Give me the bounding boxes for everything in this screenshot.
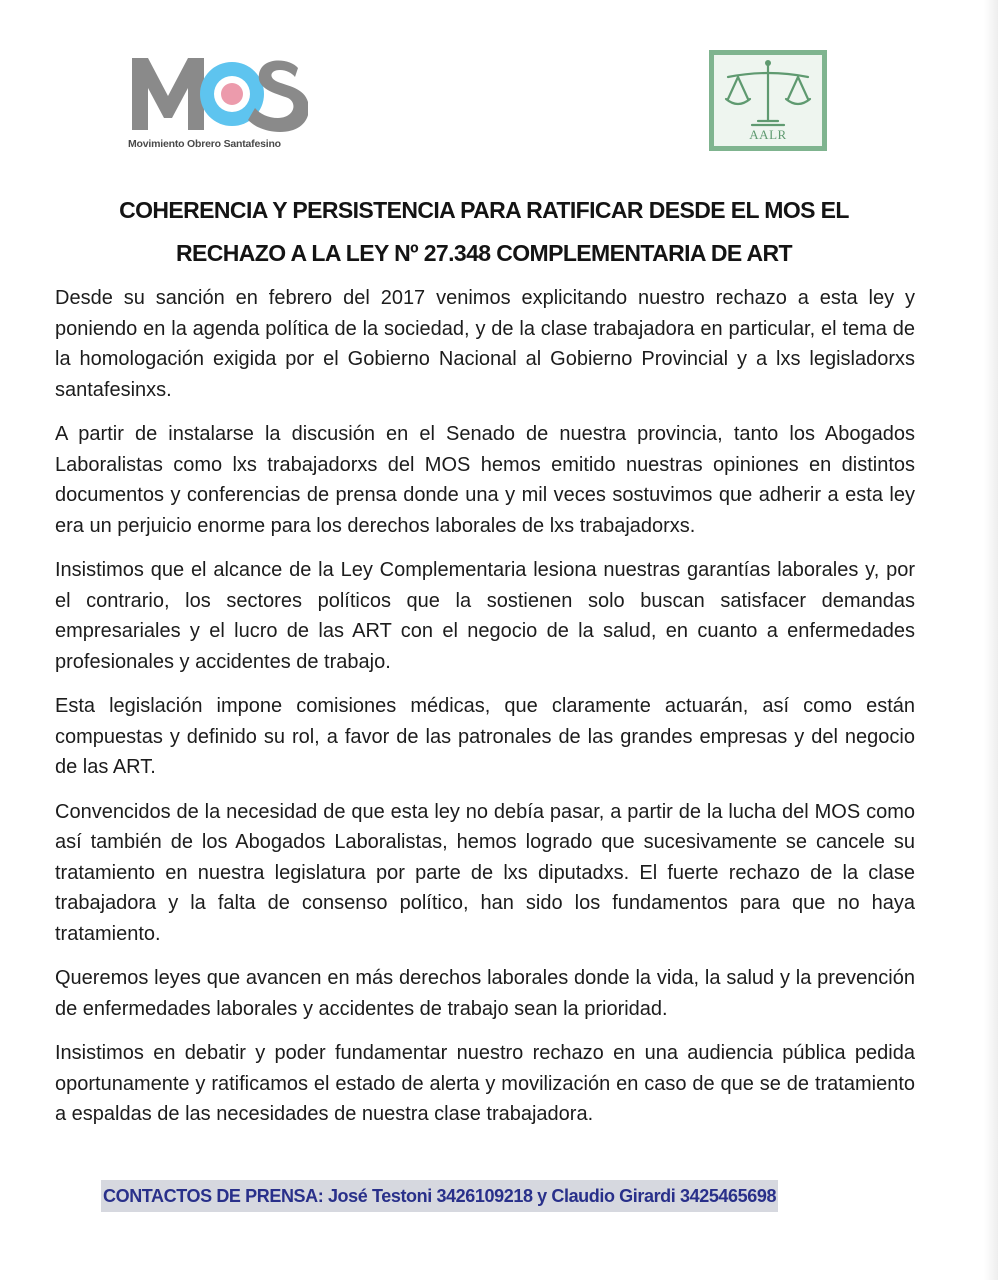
document-body: [55, 283, 915, 1144]
paragraph: Queremos leyes que avancen en más derechos laborales donde la vida, la salud y la prevención de enfermedades laborales y accidentes de trabajo sean la prioridad.: [55, 967, 915, 1020]
aalr-logo-panel: [714, 55, 822, 146]
paragraph: A partir de instalarse la discusión en el Senado de nuestra provincia, tanto los Abogados Laboralistas como lxs trabajadorxs del MOS hemos emitido nuestras opiniones en distintos documentos y conferencias de prensa donde una y mil veces sostuvimos que adherir a esta ley era un perjuicio enorme para los derechos laborales de lxs trabajadorxs.: [55, 423, 915, 537]
paragraph: Convencidos de la necesidad de que esta ley no debía pasar, a partir de la lucha del MOS como así también de los Abogados Laboralistas, hemos logrado que sucesivamente se cancele su tratamiento en nuestra legislatura por parte de lxs diputadxs. El fuerte rechazo de la clase trabajadora y la falta de consenso político, han sido los fundamentos para que no haya tratamiento.: [55, 800, 915, 945]
page-edge-shadow: [984, 0, 998, 1280]
paragraph: Desde su sanción en febrero del 2017 venimos explicitando nuestro rechazo a esta ley y poniendo en la agenda política de la sociedad, y de la clase trabajadora en particular, el tema de la homologación exigida por el Gobierno Nacional al Gobierno Provincial y a lxs legisladorxs santafesinxs.: [55, 287, 915, 401]
paragraph: Insistimos que el alcance de la Ley Complementaria lesiona nuestras garantías laborales y, por el contrario, los sectores políticos que la sostienen solo buscan satisfacer demandas empresariales y el lucro de las ART con el negocio de la salud, en cuanto a enfermedades profesionales y accidentes de trabajo.: [55, 559, 915, 673]
scales-of-justice-icon: [714, 55, 822, 135]
aalr-logo: [709, 50, 827, 151]
mos-logo-caption: Movimiento Obrero Santafesino: [128, 138, 281, 150]
aalr-logo-text: AALR: [749, 127, 787, 142]
paragraph: Esta legislación impone comisiones médicas, que claramente actuarán, así como están compuestas y definido su rol, a favor de las patronales de las grandes empresas y del negocio de las ART.: [55, 695, 915, 778]
document-title-line-1: COHERENCIA Y PERSISTENCIA PARA RATIFICAR DESDE EL MOS EL: [119, 197, 849, 223]
paragraph: Insistimos en debatir y poder fundamentar nuestro rechazo en una audiencia pública pedida oportunamente y ratificamos el estado de alerta y movilización en caso de que se de tratamiento a espaldas de las necesidades de nuestra clase trabajadora.: [55, 1042, 915, 1125]
mos-logo-graphic: [128, 48, 308, 138]
press-contacts: CONTACTOS DE PRENSA: José Testoni 3426109218 y Claudio Girardi 3425465698: [101, 1180, 778, 1212]
document-title-line-2: RECHAZO A LA LEY Nº 27.348 COMPLEMENTARIA DE ART: [176, 240, 792, 266]
mos-logo: [128, 48, 308, 158]
